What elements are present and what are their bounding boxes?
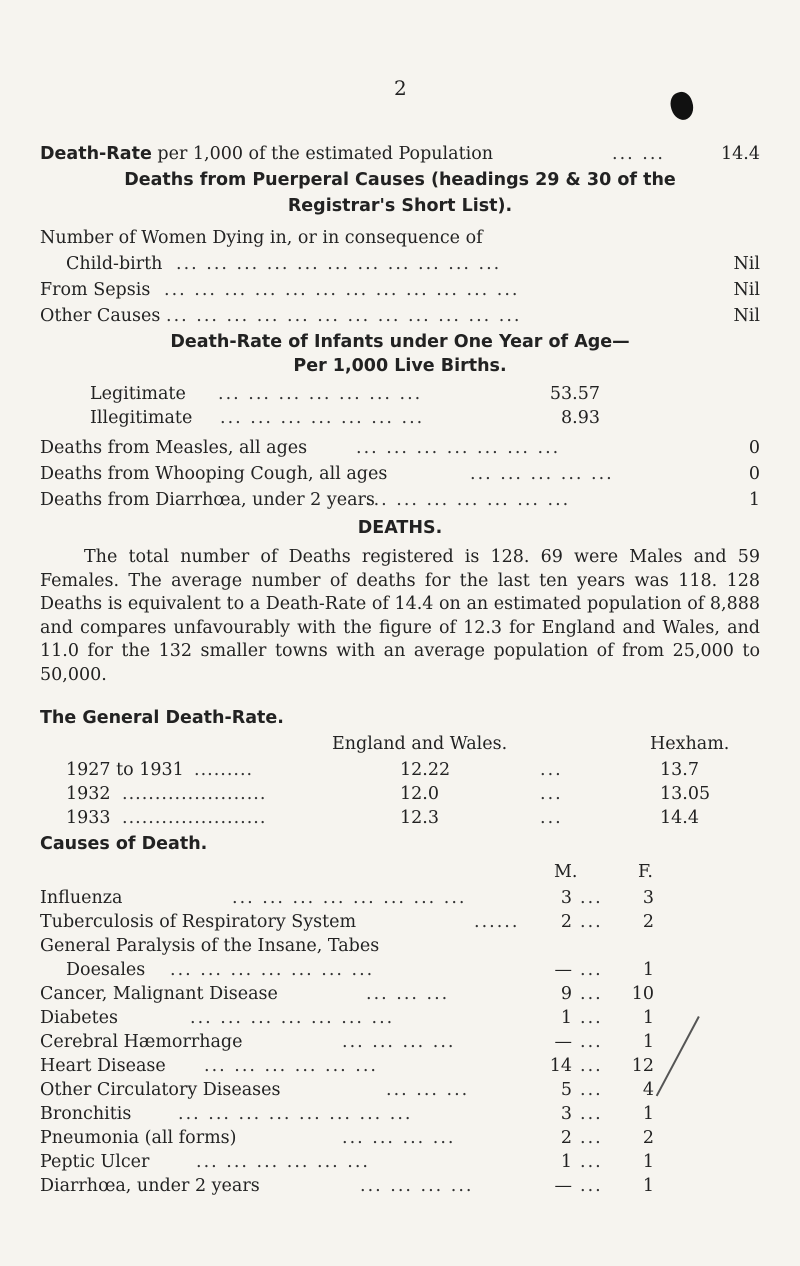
- infant-illegitimate-label: Illegitimate: [90, 408, 193, 428]
- general-rate-year: 1932: [66, 784, 111, 804]
- causes-col-f: F.: [638, 862, 653, 882]
- death-rate-label: Death-Rate: [40, 144, 152, 164]
- leader-dots: ... ... ... ... ... ...: [196, 1152, 370, 1172]
- puerperal-heading-2: Registrar's Short List).: [287, 196, 513, 216]
- cause-male-count: 3: [560, 1104, 572, 1124]
- measles-value: 0: [748, 438, 760, 458]
- cause-male-count: 14: [549, 1056, 572, 1076]
- leader-dots: ... ... ... ...: [342, 1128, 456, 1148]
- whooping-cough-label: Deaths from Whooping Cough, all ages: [40, 464, 388, 484]
- puerperal-row-childbirth: Child-birth: [66, 254, 163, 274]
- cause-female-count: 1: [642, 960, 654, 980]
- cause-female-count: 2: [642, 1128, 654, 1148]
- leader-dots: ...: [580, 1152, 603, 1172]
- general-rate-hexham: 13.05: [660, 784, 711, 804]
- cause-label: Peptic Ulcer: [40, 1152, 150, 1172]
- diarrhoea-value: 1: [748, 490, 760, 510]
- cause-female-count: 1: [642, 1008, 654, 1028]
- cause-male-count: 2: [560, 1128, 572, 1148]
- leader-dots: ...: [580, 1032, 603, 1052]
- whooping-cough-value: 0: [748, 464, 760, 484]
- cause-label: Tuberculosis of Respiratory System: [40, 912, 357, 932]
- leader-dots: ... ... ... ... ... ... ... ...: [232, 888, 467, 908]
- cause-male-count: 9: [560, 984, 572, 1004]
- cause-male-count: 2: [560, 912, 572, 932]
- leader-dots: ...: [580, 1104, 603, 1124]
- leader-dots: ... ... ... ... ... ... ...: [190, 1008, 395, 1028]
- cause-female-count: 1: [642, 1032, 654, 1052]
- cause-male-count: 1: [560, 1152, 572, 1172]
- cause-female-count: 1: [642, 1104, 654, 1124]
- cause-label: Diarrhœa, under 2 years: [40, 1176, 260, 1196]
- general-rate-year: 1933: [66, 808, 111, 828]
- pencil-tick: [656, 1016, 700, 1096]
- leader-dots: ...: [580, 1176, 603, 1196]
- cause-label-cont: Doesales: [66, 960, 146, 980]
- infant-legitimate-label: Legitimate: [90, 384, 186, 404]
- death-rate-line: [40, 144, 493, 164]
- leader-dots: ......: [474, 912, 520, 932]
- cause-label: Diabetes: [40, 1008, 118, 1028]
- cause-label: General Paralysis of the Insane, Tabes: [40, 936, 380, 956]
- general-rate-ew: 12.22: [400, 760, 451, 780]
- puerperal-value-other: Nil: [733, 306, 760, 326]
- general-rate-ew: 12.0: [400, 784, 439, 804]
- leader-dots: ...: [580, 1056, 603, 1076]
- puerperal-row-sepsis: From Sepsis: [40, 280, 151, 300]
- leader-dots: ...: [580, 1080, 603, 1100]
- deaths-paragraph: The total number of Deaths registered is 128. 69 were Males and 59 Females. The average number of deaths for the last ten years was 118. 128 Deaths is equivalent to a Death-Rate of 14.4 on an estimated population of 8,888 and compares unfavourably with the figure of 12.3 for England and Wales, and 11.0 for the 132 smaller towns with an average population of from 25,000 to 50,000.: [40, 547, 760, 685]
- leader-dots: ...: [580, 1008, 603, 1028]
- leader-dots: ...: [580, 912, 603, 932]
- death-rate-text: per 1,000 of the estimated Population: [157, 144, 494, 164]
- cause-female-count: 12: [631, 1056, 654, 1076]
- cause-female-count: 2: [642, 912, 654, 932]
- general-rate-year: 1927 to 1931: [66, 760, 184, 780]
- infant-illegitimate-value: 8.93: [561, 408, 600, 428]
- leader-dots: ... ... ... ...: [342, 1032, 456, 1052]
- leader-dots: ... ... ... ... ... ... ... ...: [178, 1104, 413, 1124]
- leader-dots: ... ... ... ...: [360, 1176, 474, 1196]
- cause-male-count: —: [554, 1032, 572, 1052]
- puerperal-intro: Number of Women Dying in, or in consequence of: [40, 228, 483, 248]
- death-rate-value: 14.4: [721, 144, 760, 164]
- causes-heading: Causes of Death.: [40, 834, 208, 854]
- cause-male-count: 3: [560, 888, 572, 908]
- infant-heading-1: Death-Rate of Infants under One Year of Age—: [170, 332, 630, 352]
- cause-label: Influenza: [40, 888, 123, 908]
- page-number: 2: [394, 76, 407, 100]
- diarrhoea-label: Deaths from Diarrhœa, under 2 years: [40, 490, 375, 510]
- leader-dots: ... ... ... ... ... ... ...: [170, 960, 375, 980]
- cause-male-count: 5: [560, 1080, 572, 1100]
- infant-legitimate-value: 53.57: [549, 384, 600, 404]
- general-rate-col-hexham: Hexham.: [650, 734, 730, 754]
- cause-female-count: 1: [642, 1152, 654, 1172]
- general-rate-ew: 12.3: [400, 808, 439, 828]
- general-rate-hexham: 13.7: [660, 760, 699, 780]
- general-rate-col-ew: England and Wales.: [332, 734, 508, 754]
- general-rate-hexham: 14.4: [660, 808, 699, 828]
- cause-label: Cerebral Hæmorrhage: [40, 1032, 243, 1052]
- puerperal-row-other: Other Causes: [40, 306, 161, 326]
- cause-label: Bronchitis: [40, 1104, 132, 1124]
- infant-heading-2: Per 1,000 Live Births.: [293, 356, 507, 376]
- ink-blot: [667, 89, 697, 122]
- cause-label: Heart Disease: [40, 1056, 166, 1076]
- deaths-heading: DEATHS.: [357, 518, 443, 538]
- cause-label: Cancer, Malignant Disease: [40, 984, 278, 1004]
- puerperal-heading-1: Deaths from Puerperal Causes (headings 29 & 30 of the: [124, 170, 676, 190]
- leader-dots: ...: [580, 960, 603, 980]
- leader-dots: ... ... ...: [386, 1080, 470, 1100]
- cause-male-count: —: [554, 1176, 572, 1196]
- cause-male-count: 1: [560, 1008, 572, 1028]
- cause-female-count: 4: [642, 1080, 654, 1100]
- causes-col-m: M.: [554, 862, 578, 882]
- leader-dots: ...: [580, 888, 603, 908]
- cause-female-count: 1: [642, 1176, 654, 1196]
- leader-dots: ...: [580, 1128, 603, 1148]
- puerperal-value-childbirth: Nil: [733, 254, 760, 274]
- general-rate-heading: The General Death-Rate.: [40, 708, 284, 728]
- cause-male-count: —: [554, 960, 572, 980]
- leader-dots: ... ... ... ... ... ...: [204, 1056, 378, 1076]
- cause-label: Other Circulatory Diseases: [40, 1080, 281, 1100]
- report-page: 2 Death-Rate per 1,000 of the estimated Population ... ... 14.4 Deaths from Puerperal Causes (headings 29 & 30 of the Registrar's Short List). Number of Women Dying in, or in consequence of Child-birth ... ... ... ... ... ... ... ... ... ... ... Nil From Sepsis ... ... ... ... ... ... ... ... ... ... ... ... Nil Other Causes ... ... ... ... ... ... ... ... ... ... ... ... Nil Death-Rate of Infants under One Year of Age— Per 1,000 Live Births. Legitimate ... ... ... ... ... ... ... 53.57 Illegitimate ... ... ... ... ... ... ... 8.93 Deaths from Measles, all ages ... ... ... ... ... ... ... 0 Deaths from Whooping Cough, all ages ... ... ... ... ... 0 Deaths from Diarrhœa, under 2 years ... ... ... ... ... ... ... 1 DEATHS. The total number of Deaths registered is 128. 69 were Males and 59 Females. The average number of deaths for the last ten years was 118. 128 Deaths is equivalent to a Death-Rate of 14.4 on an estimated population of 8,888 and compares unfavourably with the figure of 12.3 for England and Wales, and 11.0 for the 132 smaller towns with an average population of from 25,000 to 50,000. The General Death-Rate. England and Wales. Hexham. 1927 to 1931 ......... 12.22 ... 13.7 1932 ...................... 12.0 ... 13.05 1933 ...................... 12.3 ... 14.4 Causes of Death. M. F. Influenza ... ... ... ... ... ... ... ... 3 ... 3 Tuberculosis of Respiratory System ...... 2 ... 2 General Paralysis of the Insane, Tabes Doesales ... ... ... ... ... ... ... — ... 1 Cancer, Malignant Disease ... ... ... 9 ... 10 Diabetes ... ... ... ... ... ... ... 1 ... 1 Cerebral Hæmorrhage ... ... ... ... — ... 1 Heart Disease ... ... ... ... ... ... 14 ... 12 Other Circulatory Diseases ... ... ... 5 ... 4 Bronchitis ... ... ... ... ... ... ... ... 3 ... 1 Pneumonia (all forms) ... ... ... ... 2 ... 2 Peptic Ulcer ... ... ... ... ... ... 1 ... 1 Diarrhœa, under 2 years ... ... ... ... — ... 1: [0, 0, 800, 1266]
- puerperal-value-sepsis: Nil: [733, 280, 760, 300]
- leader-dots: ...: [580, 984, 603, 1004]
- cause-label: Pneumonia (all forms): [40, 1128, 237, 1148]
- leader-dots: ... ... ...: [366, 984, 450, 1004]
- measles-label: Deaths from Measles, all ages: [40, 438, 308, 458]
- cause-female-count: 3: [642, 888, 654, 908]
- cause-female-count: 10: [631, 984, 654, 1004]
